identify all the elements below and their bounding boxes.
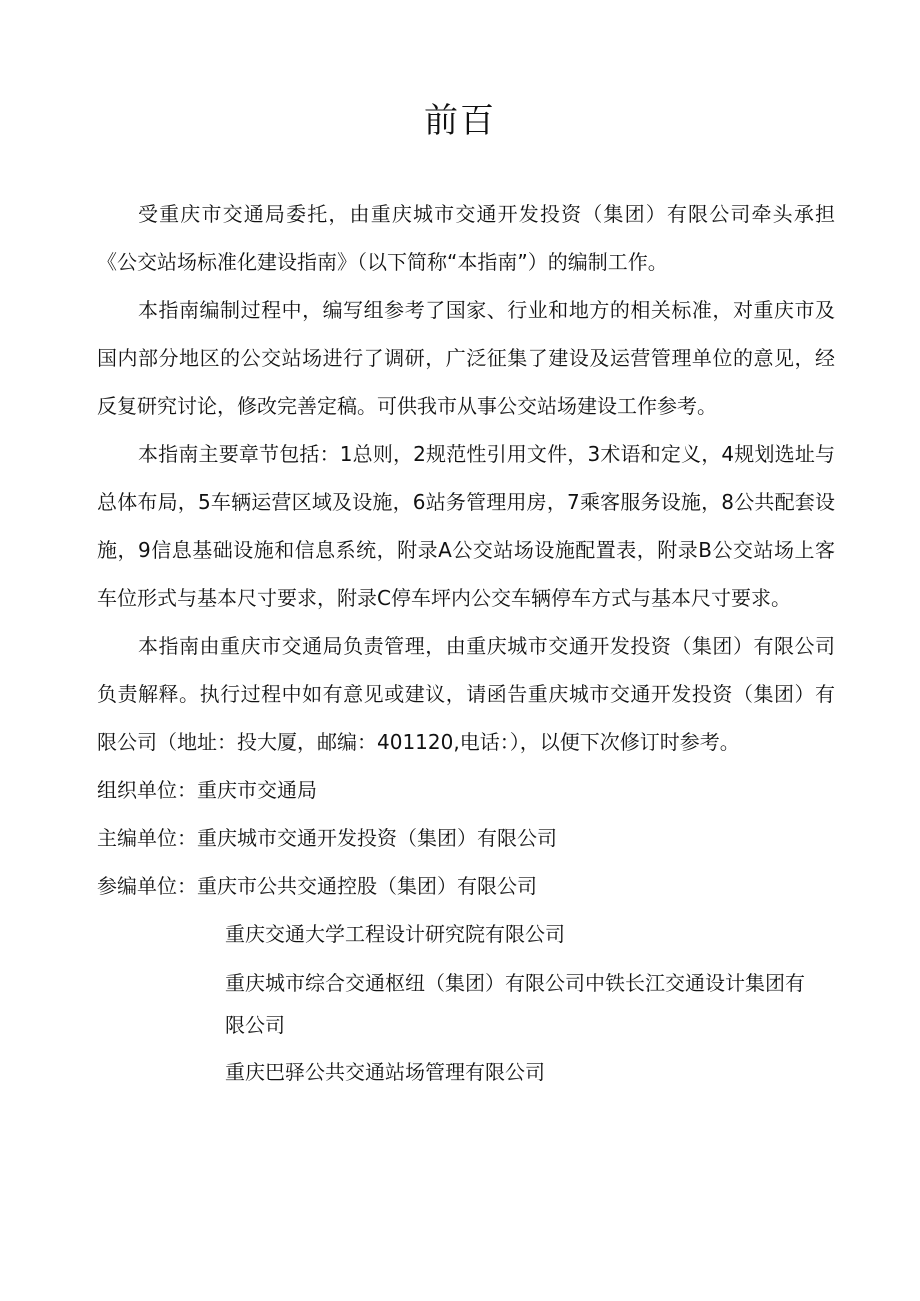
chief-editor-unit: 主编单位：重庆城市交通开发投资（集团）有限公司 bbox=[97, 826, 557, 850]
paragraph-chapters: 本指南主要章节包括：1总则，2规范性引用文件，3术语和定义，4规划选址与总体布局，5车辆运营区域及设施，6站务管理用房，7乘客服务设施，8公共配套设施，9信息基础设施和信息系统，附录A公交站场设施配置表，附录B公交站场上客车位形式与基本尺寸要求，附录C停车坪内公交车辆停车方式与基本尺寸要求。 bbox=[97, 442, 835, 610]
participant-unit: 重庆交通大学工程设计研究院有限公司 bbox=[225, 922, 565, 946]
participant-unit-first: 参编单位：重庆市公共交通控股（集团）有限公司 bbox=[97, 874, 537, 898]
paragraph-commission: 受重庆市交通局委托，由重庆城市交通开发投资（集团）有限公司牵头承担《公交站场标准化建设指南》（以下简称“本指南”）的编制工作。 bbox=[97, 202, 835, 274]
page-title: 前百 bbox=[424, 101, 496, 141]
paragraph-management: 本指南由重庆市交通局负责管理，由重庆城市交通开发投资（集团）有限公司负责解释。执行过程中如有意见或建议，请函告重庆城市交通开发投资（集团）有限公司（地址：投大厦，邮编：401120,电话：），以便下次修订时参考。 bbox=[97, 634, 835, 754]
participant-unit: 重庆城市综合交通枢纽（集团）有限公司中铁长江交通设计集团有限公司 bbox=[225, 971, 805, 1037]
paragraph-process: 本指南编制过程中，编写组参考了国家、行业和地方的相关标准，对重庆市及国内部分地区的公交站场进行了调研，广泛征集了建设及运营管理单位的意见，经反复研究讨论，修改完善定稿。可供我市从事公交站场建设工作参考。 bbox=[97, 298, 835, 418]
participant-unit: 重庆巴驿公共交通站场管理有限公司 bbox=[225, 1060, 545, 1084]
organizer-unit: 组织单位：重庆市交通局 bbox=[97, 778, 317, 802]
document-body bbox=[97, 190, 835, 1096]
